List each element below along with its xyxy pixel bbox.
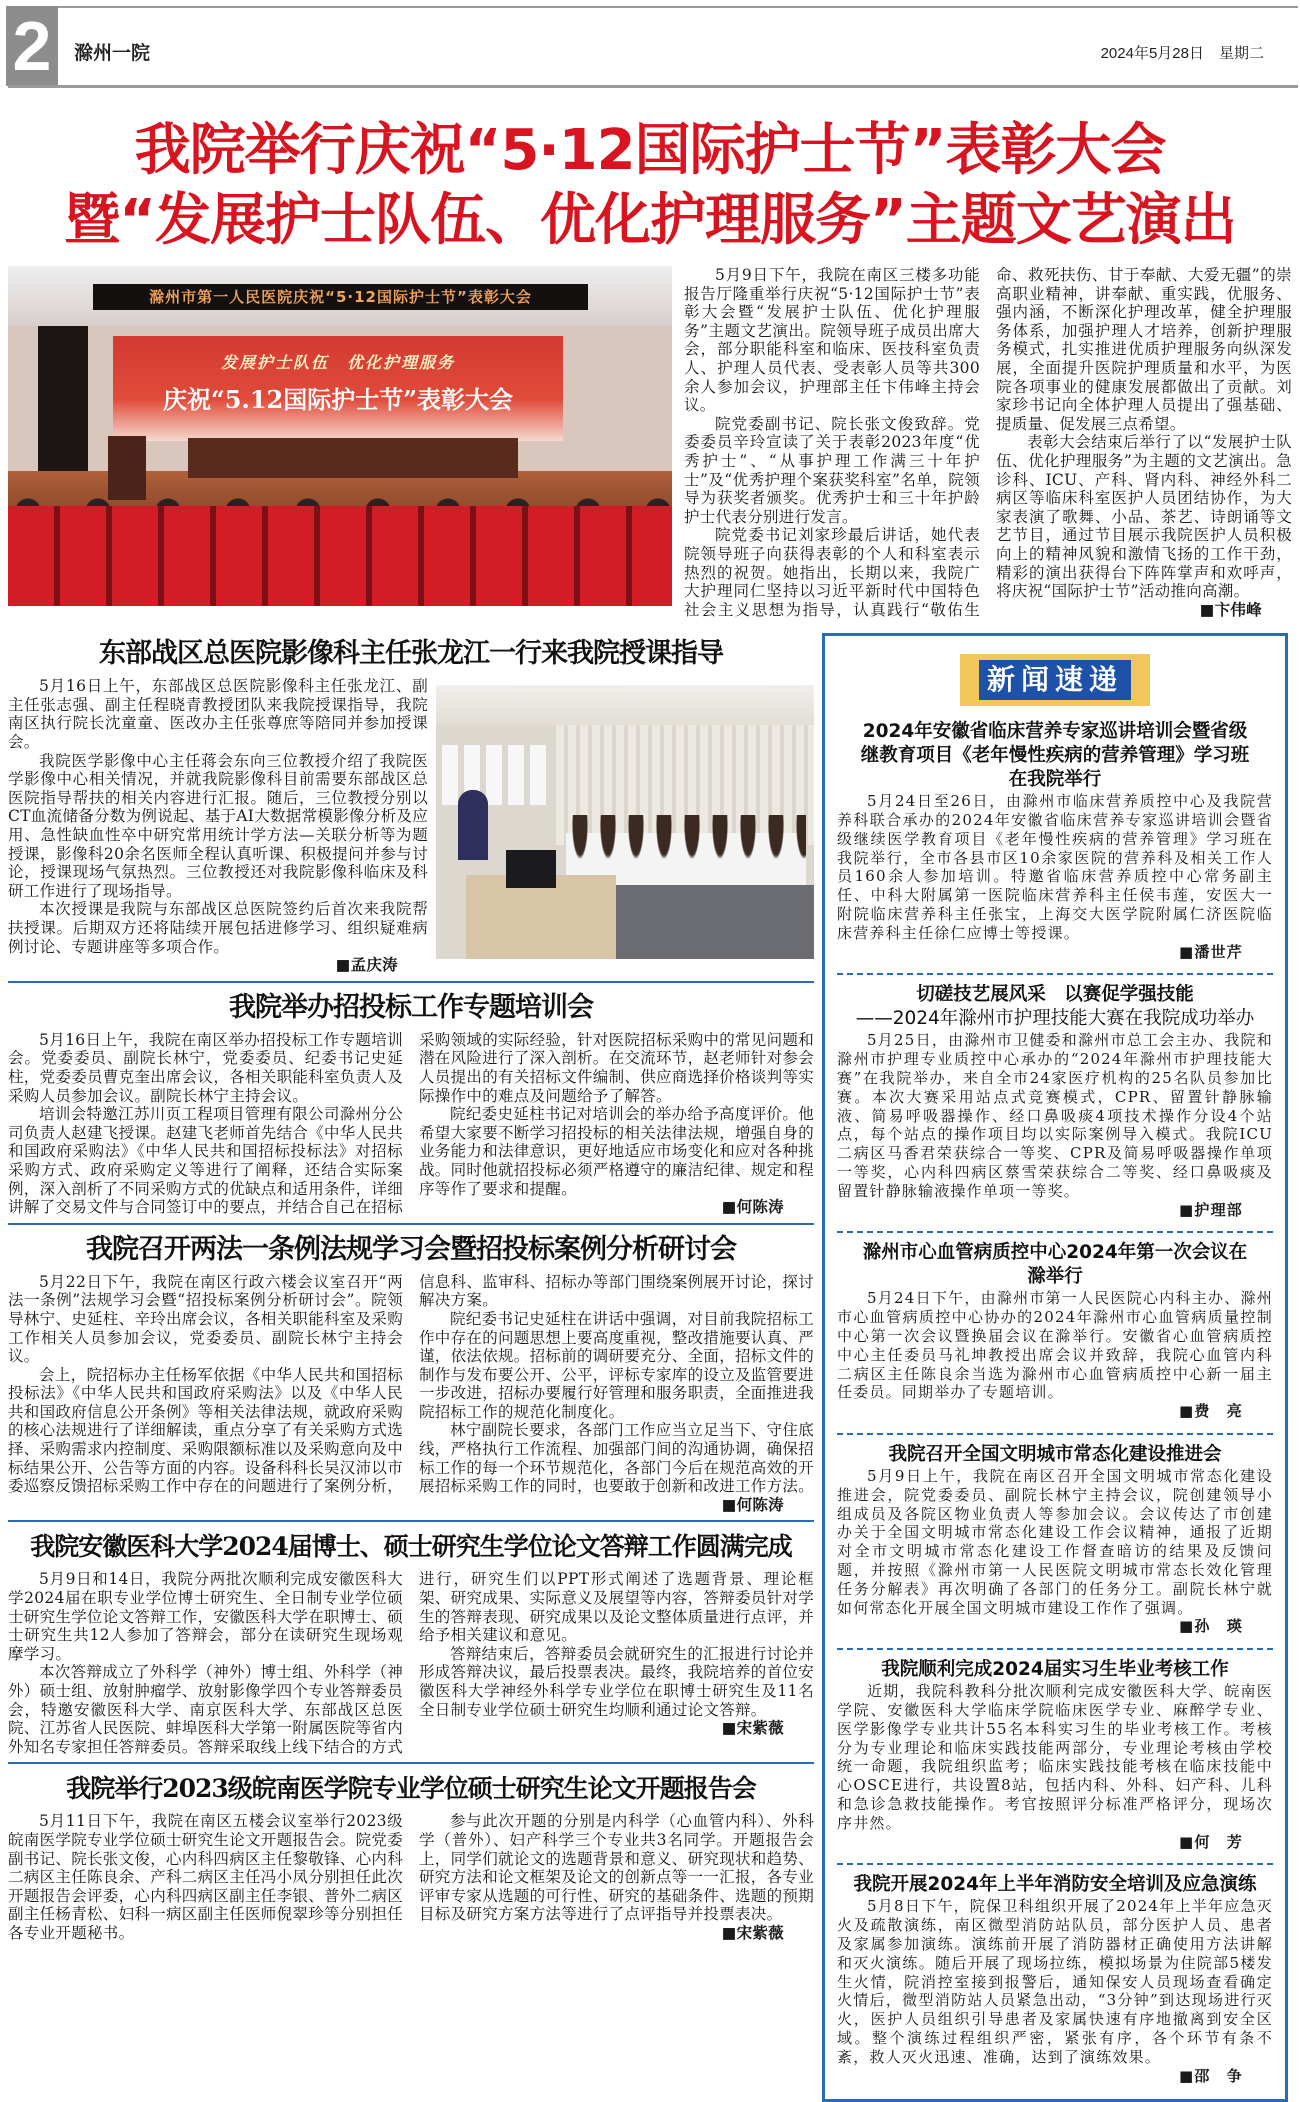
article-title: 我院举办招投标工作专题培训会 bbox=[229, 991, 593, 1023]
article-title: 我院安徽医科大学2024届博士、硕士研究生学位论文答辩工作圆满完成 bbox=[30, 1532, 792, 1562]
paragraph: 答辩结束后，答辩委员会就研究生的汇报进行讨论并形成答辩决议，最后投票表决。最终，我院培养的首位安徽医科大学神经外科学专业学位在职博士研究生及11名全日制专业学位硕士研究生均顺利通过论文答辩。 bbox=[419, 1644, 815, 1719]
paragraph: 5月9日下午，我院在南区三楼多功能报告厅隆重举行庆祝“5·12国际护士节”表彰大会暨“发展护士队伍、优化护理服务”主题文艺演出。院领导班子成员出席大会，部分职能科室和临床、医技科室负责人、护理人员代表、受表彰人员等共300余人参加会议，护理部主任卞伟峰主持会议。 bbox=[684, 266, 980, 415]
page-number: 2 bbox=[6, 6, 58, 86]
byline: ■宋紫薇 bbox=[721, 1719, 784, 1738]
byline: ■潘世芹 bbox=[1179, 942, 1243, 961]
byline: ■卞伟峰 bbox=[1199, 600, 1262, 619]
lecture-photo bbox=[436, 685, 814, 959]
byline: ■护理部 bbox=[1179, 1200, 1243, 1219]
article-title: 东部战区总医院影像科主任张龙江一行来我院授课指导 bbox=[99, 638, 723, 670]
page-content bbox=[8, 266, 1292, 2102]
photo-floor bbox=[616, 885, 814, 959]
lead-photo-ceremony bbox=[8, 266, 672, 606]
article-body bbox=[8, 1273, 814, 1515]
paragraph: 表彰大会结束后举行了以“发展护士队伍、优化护理服务”为主题的文艺演出。急诊科、ICU、产科、肾内科、神经外科二病区等临床科室医护人员团结协作，为大家表演了歌舞、小品、茶艺、诗朗诵等文艺节目，通过节目展示我院医护人员积极向上的精神风貌和激情飞扬的工作干劲，精彩的演出获得台下阵阵掌声和欢呼声，将庆祝“国际护士节”活动推向高潮。 bbox=[996, 433, 1292, 601]
paragraph: 参与此次开题的分别是内科学（心血管内科）、外科学（普外）、妇产科学三个专业共3名同学。开题报告会上，同学们就论文的选题背景和意义、研究现状和趋势、研究方法和论文框架及论文的创新点等一一汇报，各专业评审专家从选题的可行性、研究的基础条件、选题的预期目标及研究方案方法等进行了点评指导并投票表决。 bbox=[419, 1812, 815, 1924]
paragraph: 林宁副院长要求，各部门工作应当立足当下、守住底线，严格执行工作流程、加强部门间的沟通协调，确保招标工作的每一个环节规范化，各部门今后在规范高效的开展招标采购工作的同时，也要敢于创新和改进工作方法。 bbox=[419, 1421, 815, 1496]
brief-title: 我院开展2024年上半年消防安全培训及应急演练 bbox=[853, 1874, 1257, 1896]
brief-body bbox=[837, 1897, 1273, 2085]
brief-body bbox=[837, 792, 1273, 961]
article bbox=[8, 1233, 814, 1523]
paper-name: 滁州一院 bbox=[74, 43, 151, 64]
photo-banner-text: 滁州市第一人民医院庆祝“5·12国际护士节”表彰大会 bbox=[93, 284, 588, 310]
headline-line-1: 我院举行庆祝“5·12国际护士节”表彰大会 bbox=[134, 118, 1166, 183]
paragraph: 5月9日和14日，我院分两批次顺利完成安徽医科大学2024届在职专业学位博士研究生、全日制专业学位硕士研究生学位论文答辩工作，安徽医科大学在职博士、硕士研究生共12人参加了答辩会，部分在读研究生现场观摩学习。 bbox=[8, 1570, 404, 1663]
brief-body bbox=[837, 1682, 1273, 1851]
news-brief-badge bbox=[960, 654, 1150, 706]
photo-curtain bbox=[38, 326, 88, 476]
byline: ■何陈涛 bbox=[721, 1495, 784, 1514]
brief-title: 2024年安徽省临床营养专家巡讲培训会暨省级继教育项目《老年慢性疾病的营养管理》学习班在我院举行 bbox=[860, 721, 1250, 791]
brief-body bbox=[837, 1467, 1273, 1636]
left-column bbox=[8, 633, 814, 1956]
brief-title: 我院顺利完成2024届实习生毕业考核工作 bbox=[881, 1659, 1229, 1681]
news-brief-item bbox=[837, 1231, 1273, 1427]
brief-title: 我院召开全国文明城市常态化建设推进会 bbox=[888, 1444, 1222, 1465]
paragraph: 5月9日上午，我院在南区召开全国文明城市常态化建设推进会，院党委委员、副院长林宁主持会议，院创建领导小组成员及各院区物业负责人等参加会议。会议传达了市创建办关于全国文明城市常态化建设工作会议精神，通报了近期对全市文明城市常态化建设工作督查暗访的结果及反馈问题，并按照《滁州市第一人民医院文明城市常态长效化管理任务分解表》再次明确了各部门的任务分工。副院长林宁就如何常态化开展全国文明城市建设工作作了强调。 bbox=[837, 1467, 1273, 1617]
news-brief-sidebar bbox=[822, 633, 1288, 2102]
brief-subtitle: ——2024年滁州市护理技能大赛在我院成功举办 bbox=[855, 1008, 1255, 1030]
paragraph: 5月11日下午，我院在南区五楼会议室举行2023级皖南医学院专业学位硕士研究生论文开题报告会。院党委副书记、院长张文俊，心内科四病区主任黎敬锋、心内科二病区主任陈良余、产科二病区主任冯小凤分别担任此次开题报告会评委，心内科四病区副主任李银、普外二病区副主任杨青松、妇科一病区副主任医师倪翠珍等分别担任各专业开题秘书。 bbox=[8, 1812, 404, 1942]
article bbox=[8, 1530, 814, 1764]
news-brief-item bbox=[837, 1433, 1273, 1642]
paragraph: 会上，院招标办主任杨军依据《中华人民共和国招标投标法》《中华人民共和国政府采购法》以及《中华人民共和国政府信息公开条例》等相关法律法规，就政府采购的核心法规进行了详细解读，重点分享了有关采购方式选择、采购需求内控制度、采购限额标准以及采购意向及中标结果公开、公告等方面的内容。设备科科长吴汉沛以市委巡察反馈招标采购工作中存在的问题进行了案例分析，信息科、监审科、招标办等部门围绕案例展开讨论，探讨解决方案。 bbox=[8, 1272, 815, 1496]
paragraph: 我院医学影像中心主任蒋会东向三位教授介绍了我院医学影像中心相关情况，并就我院影像科目前需要东部战区总医院指导帮扶的相关内容进行汇报。随后，三位教授分别以CT血流储备分数为例说起、基于AI大数据常模影像分析及应用、急性缺血性卒中研究常用统计学方法—关联分析等为题授课，影像科20余名医师全程认真听课、积极提问并参与讨论，授课现场气氛热烈。三位教授还对我院影像科临床及科研工作进行了现场指导。 bbox=[8, 751, 428, 900]
article-title: 我院召开两法一条例法规学习会暨招投标案例分析研讨会 bbox=[86, 1233, 736, 1265]
photo-monitor bbox=[506, 850, 556, 888]
paragraph: 本次答辩成立了外科学（神外）博士组、外科学（神外）硕士组、放射肿瘤学、放射影像学四个专业答辩委员会，特邀安徽医科大学、南京医科大学、东部战区总医院、江苏省人民医院、蚌埠医科大学第一附属医院等省内外知名专家担任答辩委员。答辩采取线上线下结合的方式进行，研究生们以PPT形式阐述了选题背景、理论框架、研究成果、实际意义及展望等内容，答辩委员针对学生的答辩表现、研究成果以及论文整体质量进行点评，并给予相关建议和意见。 bbox=[8, 1570, 815, 1756]
issue-date: 2024年5月28日 星期二 bbox=[1100, 45, 1264, 62]
byline: ■邵 争 bbox=[1179, 2066, 1243, 2085]
header-bottom-rule bbox=[8, 85, 1298, 88]
paragraph: 院党委副书记、院长张文俊致辞。党委委员辛玲宣读了关于表彰2023年度“优秀护士”、“从事护理工作满三十年护士”及“优秀护理个案获奖科室”名单，院领导为获奖者颁奖。优秀护士和三十年护龄护士代表分别进行发言。 bbox=[684, 414, 980, 526]
photo-red-seats bbox=[8, 506, 672, 606]
byline: ■孟庆涛 bbox=[335, 956, 398, 975]
news-brief-item bbox=[837, 1648, 1273, 1857]
paragraph: 培训会特邀江苏川页工程项目管理有限公司滁州分公司负责人赵建飞授课。赵建飞老师首先结合《中华人民共和国政府采购法》《中华人民共和国招标投标法》对招标采购方式、政府采购定义等进行了阐释，还结合实际案例，深入剖析了不同采购方式的优缺点和适用条件，详细讲解了交易文件与合同签订中的要点，并结合自己在招标采购领域的实际经验，针对医院招标采购中的常见问题和潜在风险进行了深入剖析。在交流环节，赵老师针对参会人员提出的有关招标文件编制、供应商选择价格谈判等实际操作中的难点及问题给予了解答。 bbox=[8, 1030, 815, 1217]
article-body bbox=[8, 1570, 814, 1756]
article bbox=[8, 991, 814, 1225]
header-top-rule bbox=[8, 6, 1298, 8]
photo-rostrum-table bbox=[188, 438, 518, 478]
photo-led-screen bbox=[113, 336, 563, 441]
brief-body bbox=[837, 1031, 1273, 1219]
article-body bbox=[8, 1031, 814, 1217]
photo-ceiling bbox=[436, 685, 814, 725]
paragraph: 5月16日上午，我院在南区举办招投标工作专题培训会。党委委员、副院长林宁，党委委员、纪委书记史延柱，党委委员曹克奎出席会议，各相关职能科室负责人及采购人员参加会议。副院长林宁主持会议。 bbox=[8, 1030, 404, 1105]
article-row bbox=[8, 677, 814, 975]
lower-section bbox=[8, 633, 1292, 2102]
article-body bbox=[8, 677, 428, 975]
screen-title: 庆祝“5.12国际护士节”表彰大会 bbox=[162, 385, 514, 414]
photo-wall-posters bbox=[442, 745, 552, 805]
article bbox=[8, 1772, 814, 1948]
byline: ■何 芳 bbox=[1179, 1832, 1243, 1851]
paragraph: 5月22日下午，我院在南区行政六楼会议室召开“两法一条例”法规学习会暨“招投标案例分析研讨会”。院领导林宁、史延柱、辛玲出席会议，各相关职能科室及采购工作相关人员参加会议，党委委员、副院长林宁主持会议。 bbox=[8, 1272, 404, 1366]
brief-body bbox=[837, 1289, 1273, 1421]
byline: ■何陈涛 bbox=[721, 1198, 784, 1217]
paragraph: 5月8日下午，院保卫科组织开展了2024年上半年应急灭火及疏散演练，南区微型消防站队员，部分医护人员、患者及家属参加演练。演练前开展了消防器材正确使用方法讲解和灭火演练。随后开展了现场拉练，模拟场景为住院部5楼发生火情，院消控室接到报警后，通知保安人员现场查看确定火情后，微型消防站人员紧急出动，“3分钟”到达现场进行灭火，医护人员组织引导患者及家属快速有序地撤离到安全区域。整个演练过程组织严密，紧张有序，各个环节有条不紊，救人灭火迅速、准确，达到了演练效果。 bbox=[837, 1897, 1273, 2066]
byline: ■宋紫薇 bbox=[721, 1923, 784, 1942]
article-body bbox=[8, 1812, 814, 1942]
news-brief-item bbox=[837, 716, 1273, 967]
paragraph: 院党委书记刘家珍最后讲话，她代表院领导班子向获得表彰的个人和科室表示热烈的祝贺。她指出，长期以来，我院广大护理同仁坚持以习近平新时代中国特色社会主义思想为指导，认真践行“敬佑生命、救死扶伤、甘于奉献、大爱无疆”的崇高职业精神，讲奉献、重实践，优服务、强内涵，不断深化护理改革，健全护理服务体系，加强护理人才培养，创新护理服务模式，扎实推进优质护理服务向纵深发展，全面提升医院护理质量和水平，为医院各项事业的健康发展都做出了贡献。刘家珍书记向全体护理人员提出了强基础、提质量、促发展三点希望。 bbox=[684, 266, 1292, 619]
paragraph: 本次授课是我院与东部战区总医院签约后首次来我院帮扶授课。后期双方还将陆续开展包括进修学习、组织疑难病例讨论、专题讲座等多项合作。 bbox=[8, 900, 428, 956]
brief-title: 滁州市心血管病质控中心2024年第一次会议在滁举行 bbox=[862, 1242, 1248, 1288]
news-brief-item bbox=[837, 1863, 1273, 2091]
article bbox=[8, 637, 814, 983]
brief-title: 切磋技艺展风采 以赛促学强技能 bbox=[916, 984, 1194, 1006]
paragraph: 近期，我院科教科分批次顺利完成安徽医科大学、皖南医学院、安徽医科大学临床学院临床医学专业、麻醉学专业、医学影像学专业共计55名本科实习生的毕业考核工作。考核分为专业理论和临床实践技能两部分，专业理论考核由学校统一命题，我院组织监考；临床实践技能考核在临床技能中心OSCE进行，共设置8站，包括内科、外科、妇产科、儿科和急诊急救技能操作。考官按照评分标准严格评分，现场次序井然。 bbox=[837, 1682, 1273, 1832]
byline: ■费 亮 bbox=[1179, 1402, 1243, 1421]
paragraph: 5月24日至26日，由滁州市临床营养质控中心及我院营养科联合承办的2024年安徽省临床营养专家巡讲培训会暨省级继续医学教育项目《老年慢性疾病的营养管理》学习班在我院举行，全市各县市区10余家医院的营养科及相关工作人员160余人参加培训。特邀省临床营养质控中心常务副主任、中科大附属第一医院临床营养科主任侯韦莲，安医大一附院临床营养科主任张宝，上海交大医学院附属仁济医院临床营养科主任徐仁应博士等授课。 bbox=[837, 792, 1273, 942]
byline: ■孙 瑛 bbox=[1179, 1617, 1243, 1636]
paragraph: 院纪委史延柱书记对培训会的举办给予高度评价。他希望大家要不断学习招投标的相关法律法规，增强自身的业务能力和法律意识，更好地适应市场变化和应对各种挑战。同时他就招投标必须严格遵守的廉洁纪律、规定和程序等作了要求和提醒。 bbox=[419, 1105, 815, 1198]
paragraph: 院纪委书记史延柱在讲话中强调，对目前我院招标工作中存在的问题思想上要高度重视，整改措施要认真、严谨，依法依规。招标前的调研要充分、全面，招标文件的制作与发布要公开、公平，评标专家库的设立及监管要进一步改进，招标办要履行好管理和服务职责，全面推进我院招标工作的规范化制度化。 bbox=[419, 1309, 815, 1421]
lead-article-body bbox=[684, 266, 1292, 619]
news-brief-item bbox=[837, 973, 1273, 1225]
paragraph: 5月16日上午，东部战区总医院影像科主任张龙江、副主任张志强、副主任程晓青教授团队来我院授课指导，我院南区执行院长沈童童、医改办主任张尊庶等陪同并参加授课会。 bbox=[8, 677, 428, 752]
screen-slogan: 发展护士队伍 优化护理服务 bbox=[220, 353, 455, 372]
lead-story bbox=[8, 266, 1292, 619]
article-title: 我院举行2023级皖南医学院专业学位硕士研究生论文开题报告会 bbox=[66, 1774, 756, 1804]
paragraph: 5月25日，由滁州市卫健委和滁州市总工会主办、我院和滁州市护理专业质控中心承办的“2024年滁州市护理技能大赛”在我院举办，来自全市24家医疗机构的25名队员参加比赛。本次大赛采用站点式竞赛模式，CPR、留置针静脉输液、简易呼吸器操作、经口鼻吸痰4项技术操作分设4个站点，每个站点的操作项目均以实际案例导入模式。我院ICU二病区马香君荣获综合一等奖、CPR及简易呼吸器操作单项一等奖，心内科四病区蔡雪荣获综合二等奖、经口鼻吸痰及留置针静脉输液操作单项一等奖。 bbox=[837, 1031, 1273, 1200]
photo-lecturer bbox=[458, 790, 488, 860]
headline-line-2: 暨“发展护士队伍、优化护理服务”主题文艺演出 bbox=[64, 188, 1236, 253]
badge-label: 新闻速递 bbox=[979, 660, 1131, 700]
paragraph: 5月24日下午，由滁州市第一人民医院心内科主办、滁州市心血管病质控中心协办的2024年滁州市心血管病质量控制中心第一次会议暨换届会议在滁举行。安徽省心血管病质控中心主任委员马礼坤教授出席会议并致辞，我院心血管内科二病区主任陈良余当选为滁州市心血管病质控中心新一届主任委员。同期举办了专题培训。 bbox=[837, 1289, 1273, 1402]
